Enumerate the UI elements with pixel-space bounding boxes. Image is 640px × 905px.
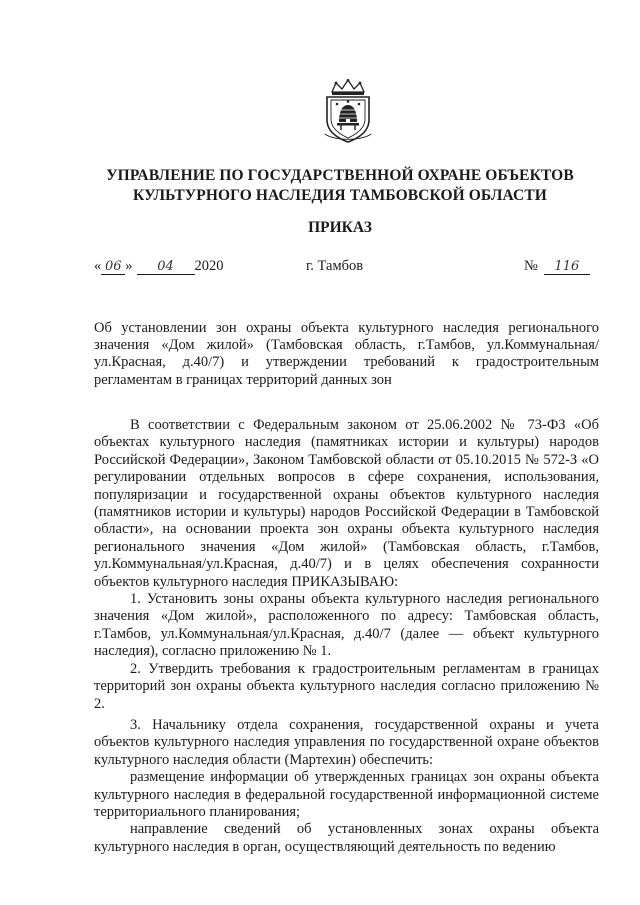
date-open-quote: «: [94, 258, 102, 274]
number-label: №: [524, 258, 538, 274]
document-date: [94, 256, 224, 276]
agency-name: [60, 166, 620, 206]
document-city: г. Тамбов: [306, 258, 364, 274]
document-type: ПРИКАЗ: [308, 219, 372, 236]
agency-name-line-1: УПРАВЛЕНИЕ ПО ГОСУДАРСТВЕННОЙ ОХРАНЕ ОБЪЕКТОВ: [106, 167, 574, 184]
order-item-1: 1. Установить зоны охраны объекта культурного наследия регионального значения «Дом жилой», расположенного по адресу: Тамбовская область, г.Тамбов, ул.Коммунальная/ул.Красная, д.40/7 (далее — объект культурного наследия), согласно приложению № 1.: [94, 591, 599, 660]
coat-of-arms-emblem: [322, 78, 374, 144]
date-close-quote: »: [125, 258, 133, 274]
order-item-3-sub-1: размещение информации об утвержденных границах зон охраны объекта культурного наследия в федеральной государственной информационной системе территориального планирования;: [94, 769, 599, 820]
date-year: 2020: [194, 258, 224, 274]
order-item-3-sub-2: направление сведений об установленных зонах охраны объекта культурного наследия в орган, осуществляющий деятельность по ведению: [94, 821, 599, 855]
date-month-handwritten: 04: [137, 259, 195, 275]
document-body: [94, 417, 599, 856]
agency-name-line-2: КУЛЬТУРНОГО НАСЛЕДИЯ ТАМБОВСКОЙ ОБЛАСТИ: [133, 187, 547, 204]
document-number: [524, 256, 590, 276]
document-meta-row: [94, 256, 594, 276]
order-item-3: 3. Начальнику отдела сохранения, государственной охраны и учета объектов культурного наследия управления по государственной охране объектов культурного наследия области (Мартехин) обеспечить:: [94, 716, 599, 768]
number-handwritten: 116: [544, 259, 590, 275]
order-item-2: 2. Утвердить требования к градостроительным регламентам в границах территорий зон охраны объекта культурного наследия согласно приложению № 2.: [94, 660, 599, 712]
preamble-paragraph: В соответствии с Федеральным законом от 25.06.2002 № 73-ФЗ «Об объектах культурного наследия (памятниках истории и культуры) народов Российской Федерации», Законом Тамбовской области от 05.10.2015 № 572-З «О регулировании отдельных вопросов в сфере сохранения, использования, популяризации и государственной охраны объектов культурного наследия (памятников истории и культуры) народов Российской Федерации в Тамбовской области», на основании проекта зон охраны объекта культурного наследия регионального значения «Дом жилой» (Тамбовская область, г.Тамбов, ул.Коммунальная/ул.Красная, д.40/7) и в целях обеспечения сохранности объектов культурного наследия ПРИКАЗЫВАЮ:: [94, 417, 599, 590]
date-day-handwritten: 06: [101, 259, 125, 275]
document-subject: Об установлении зон охраны объекта культурного наследия регионального значения «Дом жилой» (Тамбовская область, г.Тамбов, ул.Коммунальная/ул.Красная, д.40/7) и утверждении требований к градостроительным регламентам в границах территорий данных зон: [94, 320, 599, 388]
